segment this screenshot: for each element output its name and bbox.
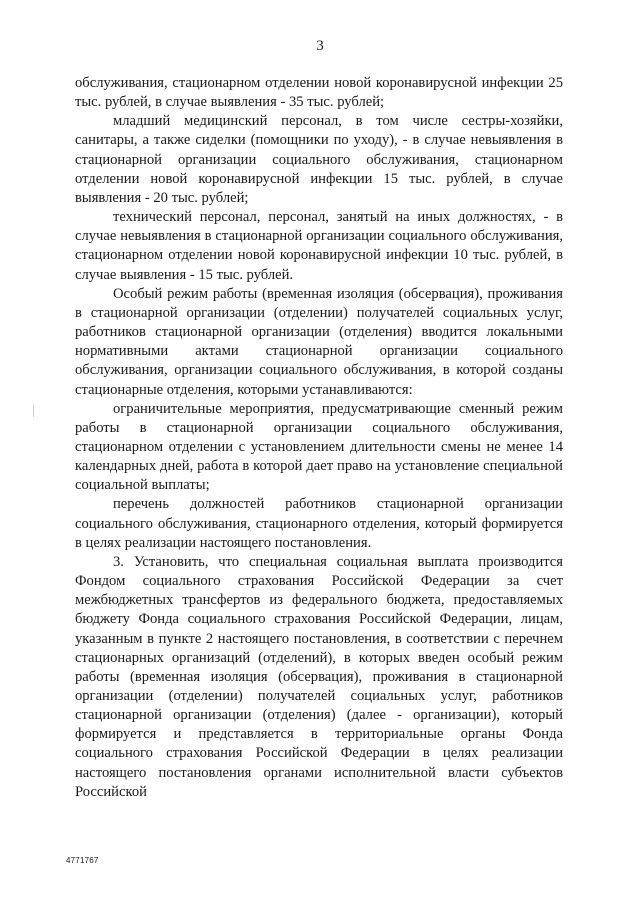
paragraph-6: перечень должностей работников стационарной организации социального обслуживания, стационарного отделения, который формируется в целях реализации настоящего постановления. [75,496,563,551]
page-number: 3 [316,38,324,54]
paragraph-3: технический персонал, персонал, занятый на иных должностях, - в случае невыявления в стационарной организации социального обслуживания, стационарном отделении новой коронавирусной инфекции 10 тыс. рублей, в случае выявления - 15 тыс. рублей. [75,209,563,283]
paragraph-5: ограничительные мероприятия, предусматривающие сменный режим работы в стационарной организации социального обслуживания, стационарном отделении с установлением длительности смены не менее 14 календарных дней, работа в которой дает право на установление специальной социальной выплаты; [75,400,563,494]
paragraph-2: младший медицинский персонал, в том числе сестры-хозяйки, санитары, а также сиделки (помощники по уходу), - в случае невыявления в стационарной организации социального обслуживания, стационарном отделении новой коронавирусной инфекции 15 тыс. рублей, в случае выявления - 20 тыс. рублей; [75,113,563,206]
margin-mark [33,405,34,417]
document-body [75,74,563,802]
paragraph-4: Особый режим работы (временная изоляция (обсервация), проживания в стационарной организации (отделении) получателей социальных услуг, работников стационарной организации (отделения) вводится локальными нормативными актами стационарной организации социального обслуживания, организации социального обслуживания, в которой созданы стационарные отделения, которыми устанавливаются: [75,285,563,398]
paragraph-1: обслуживания, стационарном отделении новой коронавирусной инфекции 25 тыс. рублей, в случае выявления - 35 тыс. рублей; [75,75,563,111]
document-code: 4771767 [66,856,99,865]
paragraph-7: 3. Установить, что специальная социальная выплата производится Фондом социального страхования Российской Федерации за счет межбюджетных трансфертов из федерального бюджета, предоставляемых бюджету Фонда социального страхования Российской Федерации, лицам, указанным в пункте 2 настоящего постановления, в соответствии с перечнем стационарных организаций (отделений), в которых введен особый режим работы (временная изоляция (обсервация), проживания в стационарной организации (отделении) получателей социальных услуг, работников стационарной организации (отделения) (далее - организации), который формируется и представляется в территориальные органы Фонда социального страхования Российской Федерации в целях реализации настоящего постановления органами исполнительной власти субъектов Российской [75,553,563,800]
